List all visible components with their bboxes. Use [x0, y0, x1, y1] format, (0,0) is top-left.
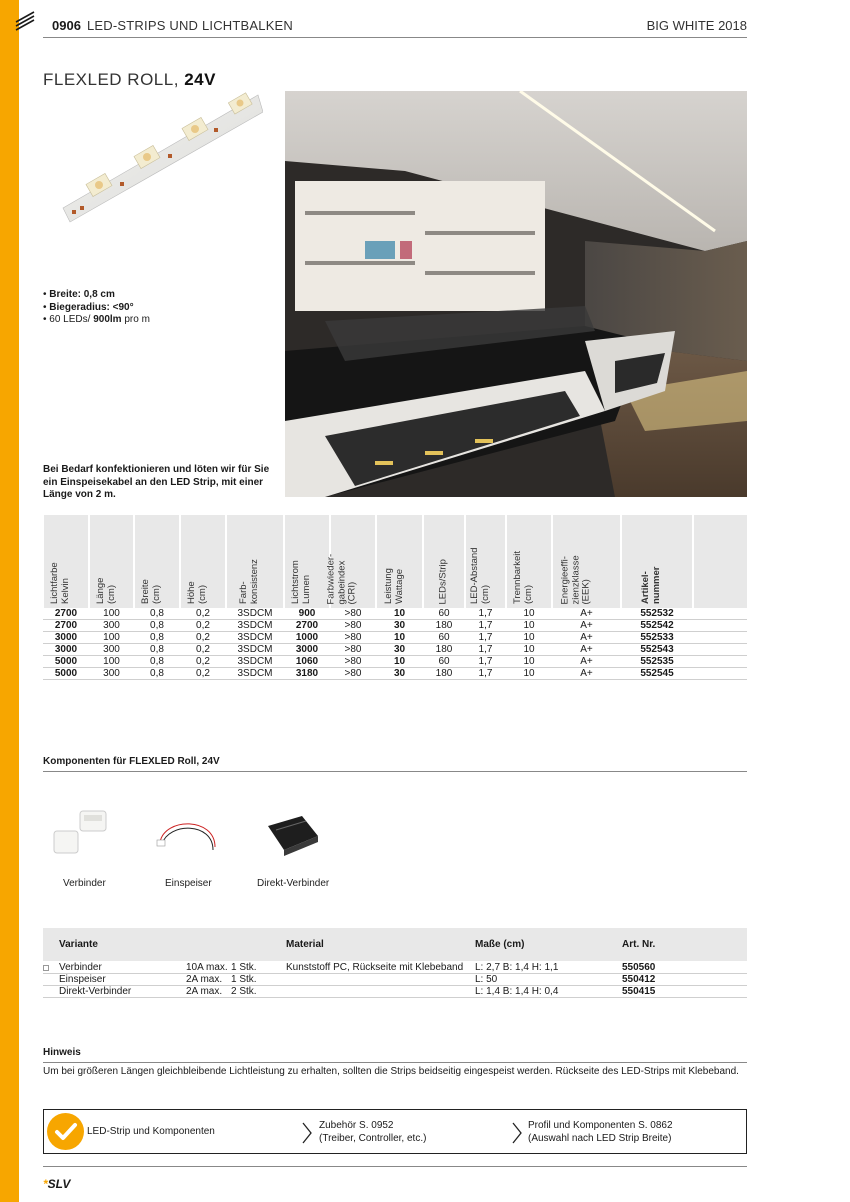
spec-cell: 552543: [640, 644, 674, 655]
spec-cell: A+: [580, 656, 593, 667]
spec-cell: 300: [103, 668, 120, 679]
spec-cell: A+: [580, 608, 593, 619]
feeder-cable-image: [155, 812, 220, 857]
spec-cell: 30: [393, 620, 406, 631]
product-title-light: FLEXLED ROLL,: [43, 70, 179, 89]
spec-cell: 10: [523, 620, 535, 631]
spec-cell: 0,2: [196, 608, 210, 619]
spec-cell: 1,7: [478, 656, 493, 667]
link-accessories[interactable]: Zubehör S. 0952 (Treiber, Controller, etc.): [319, 1120, 427, 1144]
spec-table-row: [43, 608, 747, 620]
caption-einspeiser: Einspeiser: [165, 878, 212, 889]
feature-list: [43, 289, 150, 327]
spec-header-cell: [90, 515, 133, 608]
spec-table-body: [43, 608, 747, 680]
spec-cell: 900: [298, 608, 316, 619]
spec-cell: 0,8: [150, 620, 164, 631]
spec-cell: 1,7: [478, 668, 493, 679]
variant-name: Direkt-Verbinder: [59, 986, 132, 997]
spec-cell: 60: [438, 608, 450, 619]
spec-cell: 300: [103, 620, 120, 631]
spec-header-label: Trennbarkeit (cm): [512, 551, 534, 604]
spec-cell: 10: [523, 668, 535, 679]
spec-cell: 5000: [54, 656, 78, 667]
spec-cell: 10: [393, 632, 406, 643]
spec-cell: 2700: [295, 620, 319, 631]
link-profiles[interactable]: Profil und Komponenten S. 0862 (Auswahl nach LED Strip Breite): [528, 1120, 673, 1144]
spec-table-row: [43, 656, 747, 668]
spec-header-label: Farbwieder- gabeindex (CRI): [325, 553, 358, 604]
led-strip-image: [58, 90, 263, 225]
spec-cell: >80: [344, 620, 362, 631]
spec-cell: A+: [580, 632, 593, 643]
spec-header-cell: [181, 515, 225, 608]
spec-cell: 100: [103, 632, 120, 643]
spec-cell: 2700: [54, 620, 78, 631]
feature-item: • Breite: 0,8 cm: [43, 289, 115, 300]
hint-text: Um bei größeren Längen gleichbleibende Lichtleistung zu erhalten, sollten die Strips beidseitig eingespeist werden. Rückseite des LED-Strips mit Klebeband.: [43, 1066, 739, 1077]
spec-table: [43, 515, 747, 680]
spec-cell: 3SDCM: [237, 632, 273, 643]
spec-cell: 30: [393, 644, 406, 655]
spec-cell: A+: [580, 644, 593, 655]
application-photo: [285, 91, 747, 497]
spec-cell: 10: [523, 644, 535, 655]
spec-cell: 100: [103, 608, 120, 619]
variant-art: 550560: [622, 962, 656, 973]
side-accent-bar: [0, 0, 19, 1202]
footer-divider: [43, 1166, 747, 1167]
spec-header-cell: [377, 515, 422, 608]
variant-table-row: [43, 974, 747, 986]
spec-cell: 60: [438, 656, 450, 667]
product-title: [43, 70, 216, 90]
spec-cell: 3SDCM: [237, 644, 273, 655]
spec-cell: 10: [393, 656, 406, 667]
spec-cell: 552542: [640, 620, 674, 631]
spec-table-row: [43, 620, 747, 632]
variant-material: Kunststoff PC, Rückseite mit Klebeband: [286, 962, 464, 973]
spec-cell: 100: [103, 656, 120, 667]
spec-cell: 180: [435, 668, 453, 679]
spec-cell: 1,7: [478, 620, 493, 631]
variant-dims: L: 1,4 B: 1,4 H: 0,4: [475, 986, 559, 997]
current-section-label: LED-Strip und Komponenten: [87, 1126, 215, 1137]
spec-cell: 552533: [640, 632, 674, 643]
variant-table-header: [43, 928, 747, 961]
spec-cell: 552545: [640, 668, 674, 679]
variant-table-row: [43, 962, 747, 974]
variant-art: 550415: [622, 986, 656, 997]
spec-header-cell: [325, 515, 375, 608]
spec-cell: 300: [103, 644, 120, 655]
spec-table-row: [43, 668, 747, 680]
components-divider: [43, 771, 747, 772]
spec-cell: 0,2: [196, 644, 210, 655]
catalog-title: BIG WHITE 2018: [646, 18, 747, 33]
spec-cell: 0,8: [150, 608, 164, 619]
variant-current: 10A max.: [186, 962, 228, 973]
spec-cell: 3180: [295, 668, 319, 679]
variant-qty: 2 Stk.: [231, 986, 257, 997]
spec-table-row: [43, 632, 747, 644]
spec-cell: >80: [344, 656, 362, 667]
chevron-right-icon: [511, 1122, 523, 1149]
variant-table-row: [43, 986, 747, 998]
spec-cell: >80: [344, 668, 362, 679]
art-col-header: Art. Nr.: [622, 939, 656, 950]
variant-dims: L: 50: [475, 974, 498, 985]
spec-header-label: Lichtstrom Lumen: [290, 560, 312, 604]
variant-dims: L: 2,7 B: 1,4 H: 1,1: [475, 962, 559, 973]
header-divider: [43, 37, 747, 38]
spec-header-label: Energieeffi- zienzklasse (EEK): [559, 554, 592, 604]
direct-connector-image: [262, 812, 322, 857]
spec-cell: 0,2: [196, 668, 210, 679]
variant-name: Einspeiser: [59, 974, 106, 985]
spec-header-cell: [227, 515, 283, 608]
spec-cell: 1000: [295, 632, 319, 643]
spec-cell: 3000: [54, 632, 78, 643]
spec-header-label: Lichtfarbe Kelvin: [49, 562, 71, 604]
spec-header-label: Länge (cm): [95, 577, 117, 604]
spec-cell: 0,8: [150, 656, 164, 667]
caption-verbinder: Verbinder: [63, 878, 106, 889]
spec-header-label: LED-Abstand (cm): [469, 547, 491, 604]
spec-cell: 0,2: [196, 656, 210, 667]
check-icon: [47, 1113, 84, 1150]
spec-header-label: LEDs/Strip: [437, 558, 449, 604]
spec-cell: >80: [344, 632, 362, 643]
footer-brand: *SLV: [43, 1177, 71, 1191]
spec-cell: 552532: [640, 608, 674, 619]
spec-cell: 3000: [54, 644, 78, 655]
spec-cell: 0,2: [196, 632, 210, 643]
spec-cell: 552535: [640, 656, 674, 667]
spec-cell: 180: [435, 620, 453, 631]
spec-header-cell: [285, 515, 329, 608]
slv-logo-icon: [12, 8, 38, 34]
chevron-right-icon: [301, 1122, 313, 1149]
spec-cell: 3000: [295, 644, 319, 655]
spec-cell: A+: [580, 620, 593, 631]
spec-cell: 3SDCM: [237, 668, 273, 679]
variant-current: 2A max.: [186, 986, 223, 997]
spec-cell: 5000: [54, 668, 78, 679]
spec-cell: 30: [393, 668, 406, 679]
variant-art: 550412: [622, 974, 656, 985]
spec-header-cell: [553, 515, 620, 608]
feature-item: • 60 LEDs/ 900lm pro m: [43, 314, 150, 325]
material-col-header: Material: [286, 939, 324, 950]
spec-header-cell: [44, 515, 88, 608]
spec-cell: >80: [344, 608, 362, 619]
connector-image: [50, 805, 110, 865]
spec-header-label: Leistung Wattage: [383, 568, 405, 604]
product-title-bold: 24V: [184, 70, 216, 89]
spec-table-row: [43, 644, 747, 656]
cable-note: Bei Bedarf konfektionieren und löten wir für Sie ein Einspeisekabel an den LED Strip, mit einer Länge von 2 m.: [43, 464, 270, 500]
spec-header-cell: [694, 515, 747, 608]
dims-col-header: Maße (cm): [475, 939, 525, 950]
hint-divider: [43, 1062, 747, 1063]
spec-cell: 10: [523, 608, 535, 619]
spec-cell: 3SDCM: [237, 620, 273, 631]
spec-cell: 1,7: [478, 632, 493, 643]
spec-header-cell: [622, 515, 692, 608]
spec-cell: A+: [580, 668, 593, 679]
spec-cell: 0,8: [150, 644, 164, 655]
spec-header-cell: [466, 515, 505, 608]
spec-cell: 10: [523, 656, 535, 667]
navigation-box: [43, 1109, 747, 1154]
variant-qty: 1 Stk.: [231, 974, 257, 985]
spec-cell: 2700: [54, 608, 78, 619]
variant-name: Verbinder: [59, 962, 102, 973]
spec-cell: 180: [435, 644, 453, 655]
spec-cell: 0,2: [196, 620, 210, 631]
feature-width: Breite: 0,8 cm: [49, 289, 115, 300]
spec-header-label: Farb- konsistenz: [238, 559, 260, 604]
spec-header-label: Artikel- nummer: [640, 566, 662, 604]
components-title: Komponenten für FLEXLED Roll, 24V: [43, 756, 220, 767]
spec-header-cell: [424, 515, 464, 608]
spec-cell: 0,8: [150, 668, 164, 679]
spec-cell: 1060: [295, 656, 319, 667]
spec-header-label: Höhe (cm): [186, 581, 208, 604]
feature-item: • Biegeradius: <90°: [43, 301, 134, 313]
caption-direkt-verbinder: Direkt-Verbinder: [257, 878, 330, 889]
spec-cell: 0,8: [150, 632, 164, 643]
spec-cell: 60: [438, 632, 450, 643]
variant-col-header: Variante: [59, 939, 98, 950]
spec-cell: >80: [344, 644, 362, 655]
spec-cell: 3SDCM: [237, 656, 273, 667]
variant-qty: 1 Stk.: [231, 962, 257, 973]
spec-header-cell: [135, 515, 179, 608]
spec-cell: 3SDCM: [237, 608, 273, 619]
section-title: LED-STRIPS UND LICHTBALKEN: [87, 18, 294, 33]
spec-header-cell: [507, 515, 551, 608]
spec-cell: 1,7: [478, 608, 493, 619]
spec-header-label: Breite (cm): [140, 579, 162, 604]
spec-cell: 10: [393, 608, 406, 619]
variant-current: 2A max.: [186, 974, 223, 985]
row-marker-checkbox: [43, 965, 49, 971]
hint-title: Hinweis: [43, 1047, 81, 1058]
spec-cell: 10: [523, 632, 535, 643]
feature-bend-radius: Biegeradius: <90°: [49, 301, 134, 313]
spec-table-header: [43, 515, 747, 608]
page-number: 0906: [52, 18, 81, 33]
spec-cell: 1,7: [478, 644, 493, 655]
